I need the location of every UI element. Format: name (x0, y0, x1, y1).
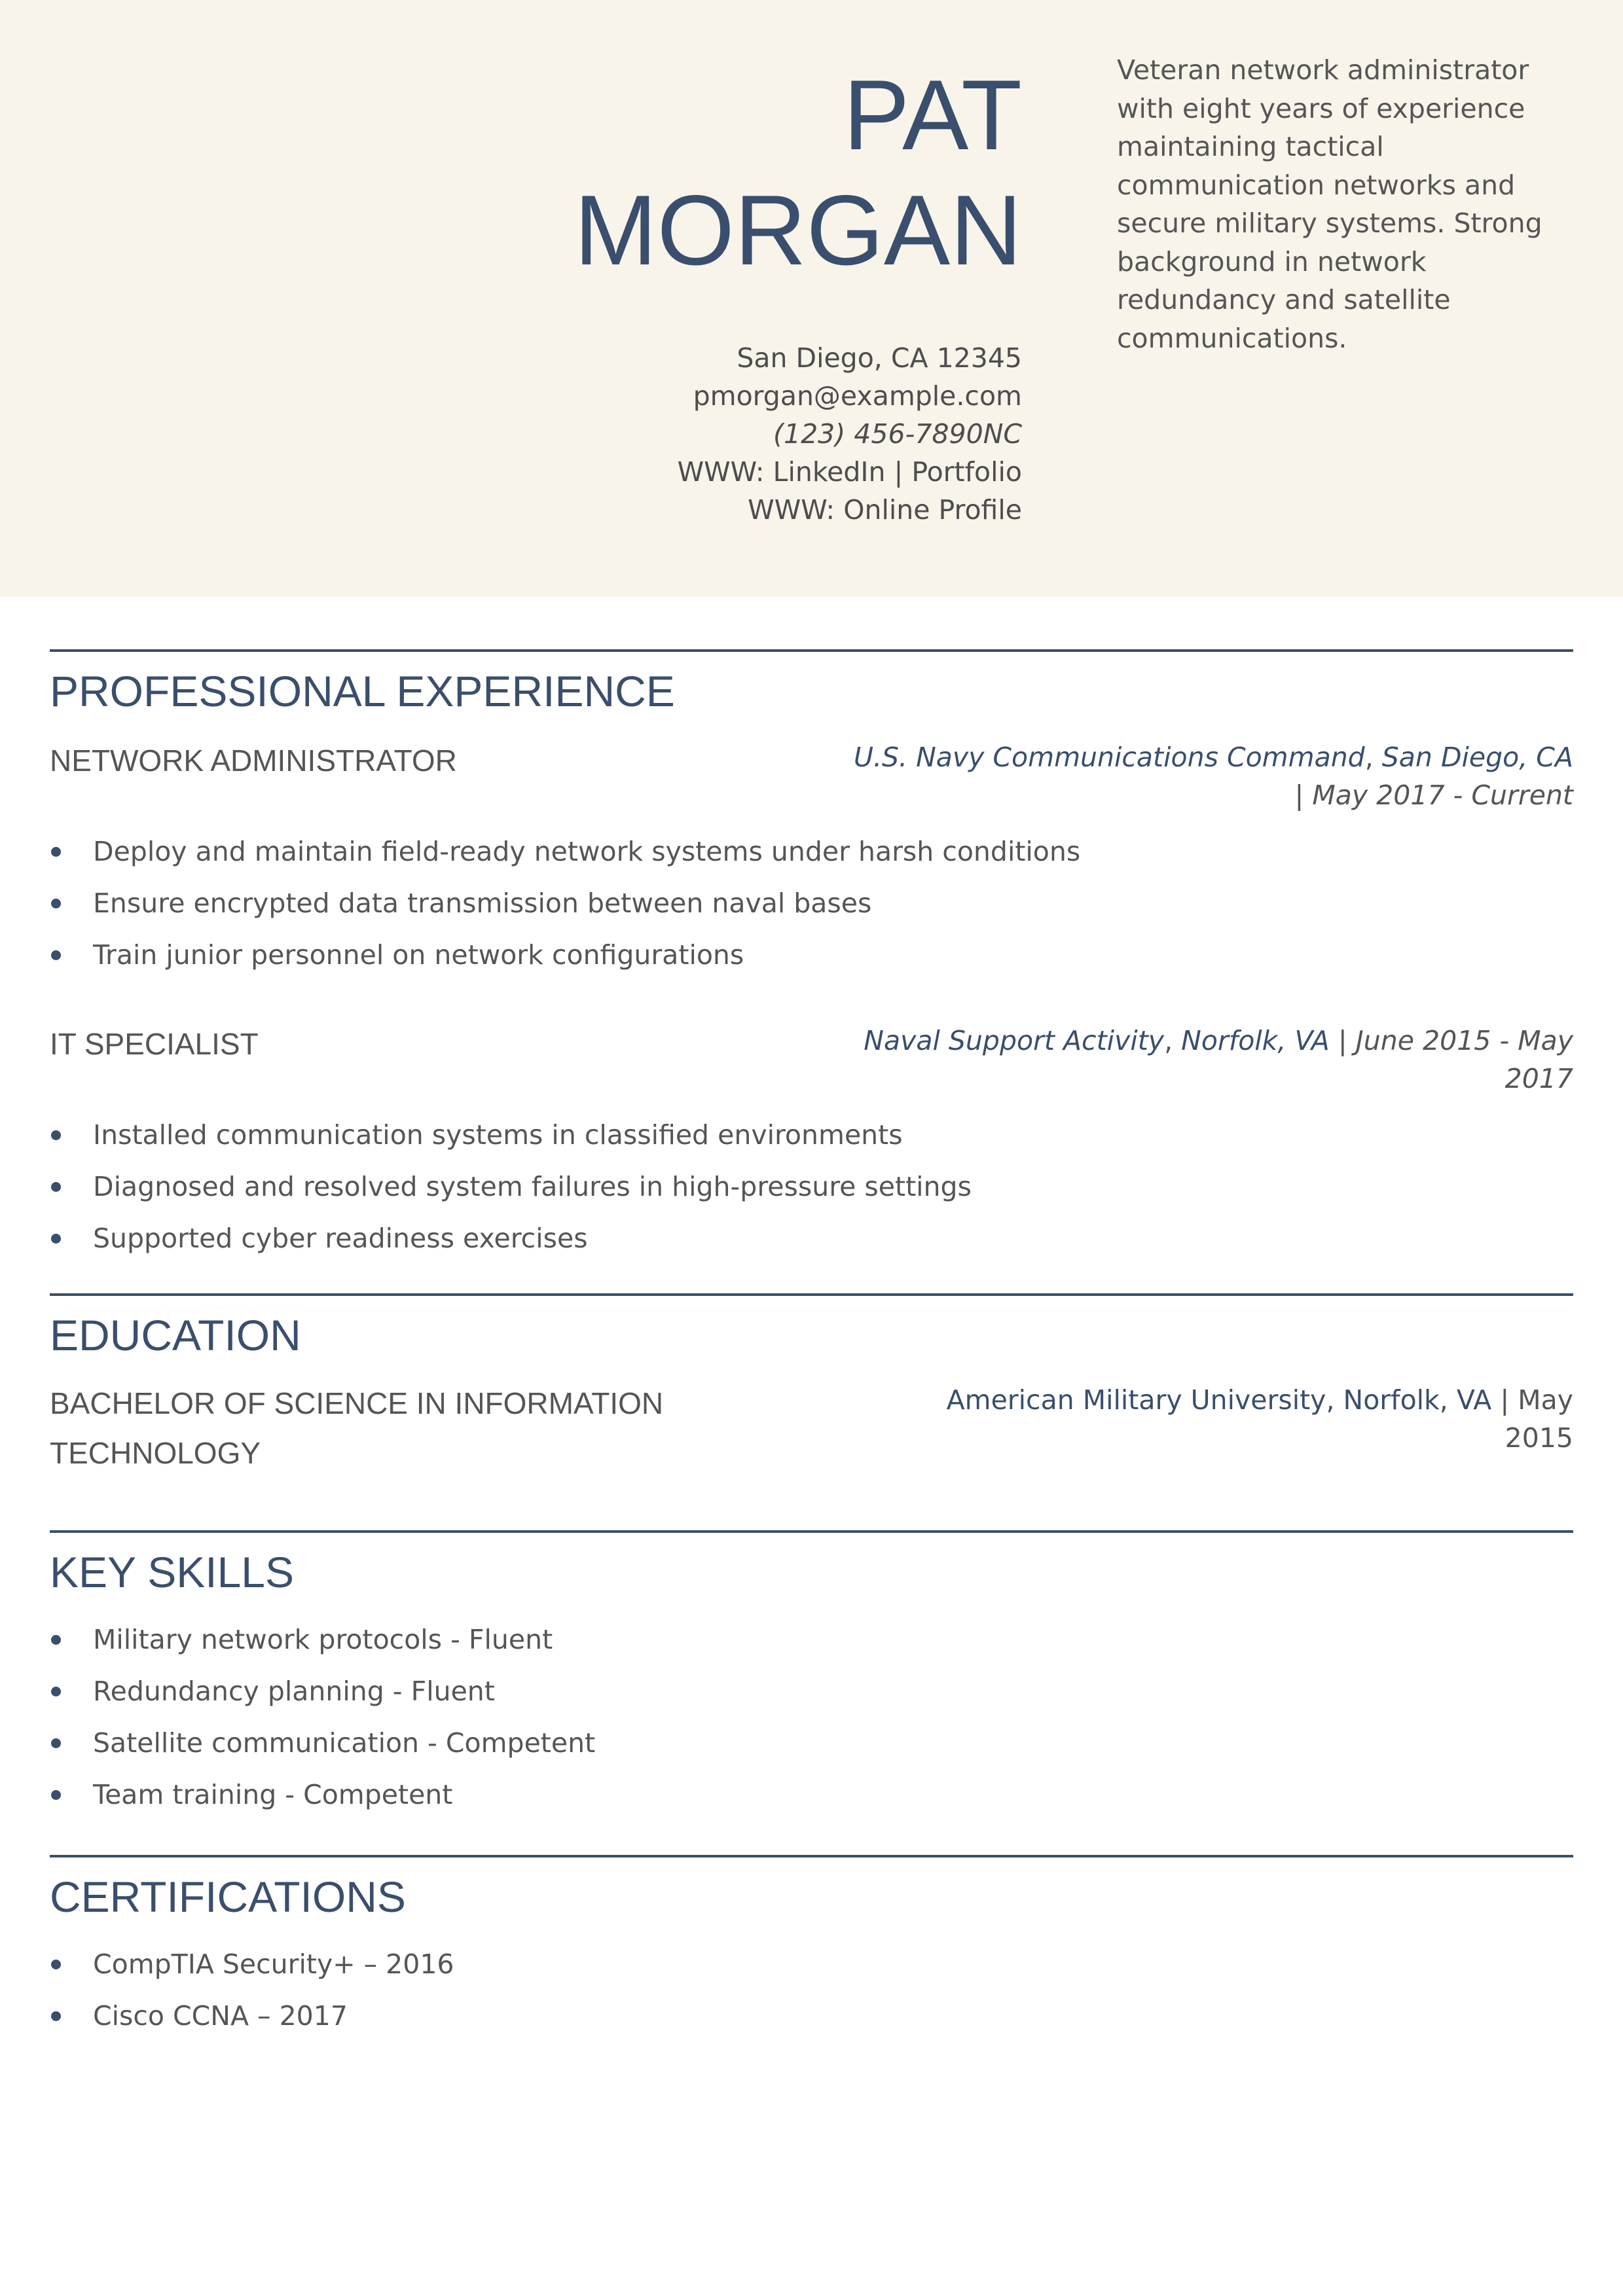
list-item: Redundancy planning - Fluent (50, 1666, 1573, 1717)
certifications-list (50, 1939, 1573, 2042)
degree: BACHELOR OF SCIENCE IN INFORMATION TECHNOLOGY (50, 1386, 664, 1470)
education-section (50, 1293, 1573, 1470)
professional-summary: Veteran network administrator with eight years of experience maintaining tactical communication networks and secure military systems. Strong background in network redundancy and satellite communications. (1117, 54, 1542, 354)
bullet-icon (51, 899, 61, 908)
job-meta: U.S. Navy Communications Command, San Diego, CA | May 2017 - Current (853, 742, 1573, 811)
job-meta: Naval Support Activity, Norfolk, VA | June 2015 - May 2017 (864, 1025, 1573, 1094)
first-name: PAT (843, 60, 1022, 171)
email[interactable]: pmorgan@example.com (693, 380, 1022, 412)
list-item: Train junior personnel on network configurations (50, 929, 1573, 981)
education-entry (50, 1381, 1573, 1470)
list-item: CompTIA Security+ – 2016 (50, 1939, 1573, 1990)
skills-heading: KEY SKILLS (50, 1548, 295, 1596)
job-dates: June 2015 - May 2017 (1355, 1025, 1573, 1094)
certifications-heading: CERTIFICATIONS (50, 1873, 406, 1921)
school: American Military University (946, 1384, 1326, 1416)
list-item: Team training - Competent (50, 1769, 1573, 1821)
bullet-icon (51, 1738, 61, 1748)
job-title: NETWORK ADMINISTRATOR (50, 744, 457, 778)
bullet-icon (51, 1790, 61, 1800)
education-meta: American Military University, Norfolk, VA | May 2015 (946, 1384, 1573, 1454)
bullet-icon (51, 2011, 61, 2021)
contact-info (678, 339, 1022, 529)
job-entry (50, 738, 1573, 981)
school-location: Norfolk, VA (1343, 1384, 1492, 1416)
bullet-icon (51, 847, 61, 857)
job-location: San Diego, CA (1381, 742, 1573, 773)
job-bullets (50, 1109, 1573, 1265)
bullet-icon (51, 1687, 61, 1696)
section-divider (50, 1530, 1573, 1533)
job-entry (50, 1022, 1573, 1265)
list-item: Deploy and maintain field-ready network systems under harsh conditions (50, 826, 1573, 878)
job-location: Norfolk, VA (1181, 1025, 1330, 1056)
skills-section (50, 1530, 1573, 1821)
phone: (123) 456-7890NC (773, 418, 1022, 450)
list-item: Ensure encrypted data transmission between naval bases (50, 878, 1573, 929)
job-dates: May 2017 - Current (1312, 780, 1573, 811)
section-divider (50, 1293, 1573, 1296)
bullet-icon (51, 1234, 61, 1244)
certifications-section (50, 1855, 1573, 2042)
resume-header (0, 0, 1623, 597)
experience-section (50, 649, 1573, 1265)
skills-list (50, 1614, 1573, 1821)
section-divider (50, 649, 1573, 652)
address: San Diego, CA 12345 (737, 342, 1022, 374)
web-links[interactable]: WWW: LinkedIn | Portfolio (677, 456, 1022, 488)
employer: Naval Support Activity (864, 1025, 1165, 1056)
candidate-name (574, 58, 1022, 288)
bullet-icon (51, 1635, 61, 1645)
web-profile[interactable]: WWW: Online Profile (748, 494, 1022, 526)
list-item: Cisco CCNA – 2017 (50, 1990, 1573, 2042)
job-bullets (50, 826, 1573, 981)
bullet-icon (51, 1182, 61, 1192)
last-name: MORGAN (574, 175, 1022, 286)
bullet-icon (51, 1130, 61, 1140)
experience-heading: PROFESSIONAL EXPERIENCE (50, 667, 675, 715)
bullet-icon (51, 1960, 61, 1969)
graduation-date: May 2015 (1504, 1384, 1573, 1454)
section-divider (50, 1855, 1573, 1857)
list-item: Military network protocols - Fluent (50, 1614, 1573, 1666)
list-item: Supported cyber readiness exercises (50, 1213, 1573, 1265)
employer: U.S. Navy Communications Command (853, 742, 1365, 773)
bullet-icon (51, 950, 61, 960)
job-title: IT SPECIALIST (50, 1027, 259, 1061)
list-item: Diagnosed and resolved system failures in high-pressure settings (50, 1161, 1573, 1213)
list-item: Satellite communication - Competent (50, 1717, 1573, 1769)
list-item: Installed communication systems in classified environments (50, 1109, 1573, 1161)
education-heading: EDUCATION (50, 1311, 301, 1359)
